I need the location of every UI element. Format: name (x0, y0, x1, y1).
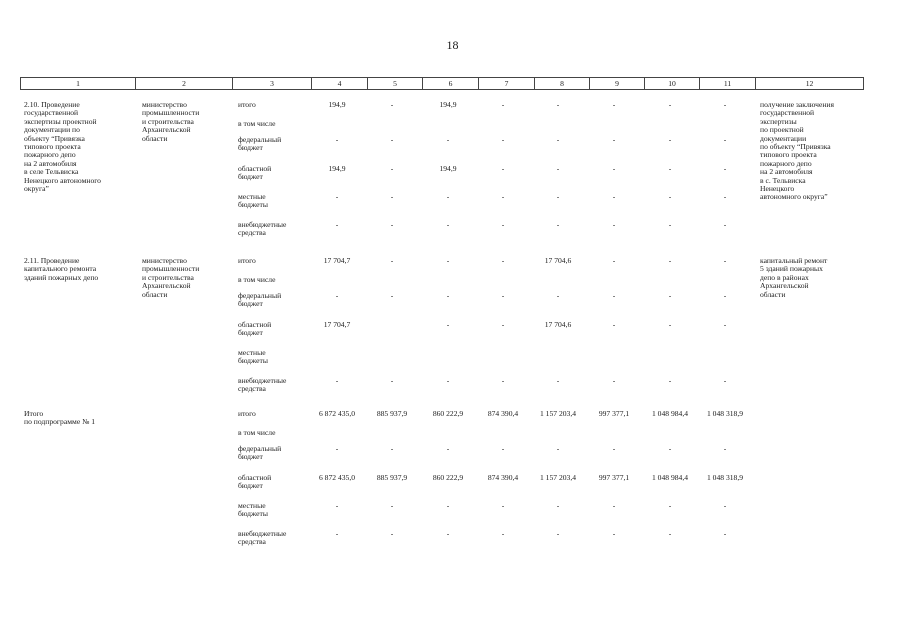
amount-cell: - (390, 192, 394, 201)
funding-source-label: внебюджетные средства (238, 376, 287, 394)
amount-cell: - (446, 135, 450, 144)
amount-cell: 194,9 (328, 100, 346, 109)
amount-cell: - (612, 320, 616, 329)
amount-cell: - (723, 135, 727, 144)
amount-cell: - (668, 192, 672, 201)
amount-cell: - (668, 220, 672, 229)
funding-source-row (20, 193, 860, 213)
header-col-4: 4 (312, 78, 368, 89)
amount-cell: 874 390,4 (487, 409, 519, 418)
amount-cell: - (723, 220, 727, 229)
funding-source-row (20, 101, 860, 121)
funding-source-label: в том числе (238, 428, 276, 437)
amount-cell: - (668, 135, 672, 144)
funding-source-row (20, 377, 860, 397)
amount-cell: - (723, 164, 727, 173)
amount-cell: - (723, 320, 727, 329)
amount-cell: - (556, 444, 560, 453)
funding-source-label: федеральный бюджет (238, 135, 282, 153)
amount-cell: 194,9 (439, 100, 457, 109)
amount-cell: - (612, 529, 616, 538)
amount-cell: - (501, 444, 505, 453)
amount-cell: - (446, 291, 450, 300)
funding-source-label: областной бюджет (238, 473, 272, 491)
funding-source-label: федеральный бюджет (238, 291, 282, 309)
amount-cell: - (501, 135, 505, 144)
amount-cell: - (390, 164, 394, 173)
amount-cell: - (723, 100, 727, 109)
amount-cell: - (668, 256, 672, 265)
amount-cell: - (612, 220, 616, 229)
activity-name: 2.11. Проведение капитального ремонта зданий пожарных депо (24, 256, 99, 282)
page-number: 18 (446, 38, 459, 52)
amount-cell: - (446, 220, 450, 229)
funding-source-row (20, 410, 860, 430)
amount-cell: - (668, 320, 672, 329)
amount-cell: - (612, 192, 616, 201)
amount-cell: 17 704,6 (544, 256, 572, 265)
amount-cell: - (446, 256, 450, 265)
amount-cell: - (390, 100, 394, 109)
amount-cell: - (390, 256, 394, 265)
amount-cell: - (723, 376, 727, 385)
expected-result: получение заключения государственной экспертизы по проектной документации по объекту “Привязка типового проекта пожарного депо на 2 автомобиля в с. Тельвиска Ненецкого автономного округа” (760, 100, 834, 202)
header-col-2: 2 (136, 78, 233, 89)
header-col-10: 10 (645, 78, 700, 89)
amount-cell: 6 872 435,0 (318, 409, 356, 418)
amount-cell: - (612, 376, 616, 385)
header-col-11: 11 (700, 78, 756, 89)
amount-cell: 885 937,9 (376, 409, 408, 418)
amount-cell: - (390, 135, 394, 144)
funding-source-row (20, 165, 860, 185)
funding-source-row (20, 257, 860, 277)
amount-cell: - (612, 164, 616, 173)
funding-source-row (20, 530, 860, 550)
amount-cell: - (668, 100, 672, 109)
amount-cell: 17 704,7 (323, 320, 351, 329)
amount-cell: - (556, 376, 560, 385)
amount-cell: - (612, 291, 616, 300)
amount-cell: - (723, 192, 727, 201)
funding-source-label: итого (238, 409, 256, 418)
amount-cell: - (723, 291, 727, 300)
amount-cell: 17 704,7 (323, 256, 351, 265)
amount-cell: - (723, 529, 727, 538)
amount-cell: - (556, 135, 560, 144)
amount-cell: 1 048 318,9 (706, 473, 744, 482)
amount-cell: - (335, 220, 339, 229)
amount-cell: - (501, 376, 505, 385)
funding-source-label: местные бюджеты (238, 192, 268, 210)
expected-result: капитальный ремонт 5 зданий пожарных депо в районах Архангельской области (760, 256, 828, 299)
funding-source-row (20, 502, 860, 522)
amount-cell: - (501, 256, 505, 265)
amount-cell: 860 222,9 (432, 473, 464, 482)
activity-name: Итого по подпрограмме № 1 (24, 409, 96, 427)
funding-source-label: местные бюджеты (238, 501, 268, 519)
header-col-3: 3 (233, 78, 312, 89)
amount-cell: - (668, 376, 672, 385)
funding-source-row (20, 221, 860, 241)
amount-cell: - (501, 529, 505, 538)
amount-cell: - (556, 501, 560, 510)
amount-cell: - (723, 501, 727, 510)
amount-cell: 6 872 435,0 (318, 473, 356, 482)
funding-source-label: в том числе (238, 119, 276, 128)
amount-cell: 1 157 203,4 (539, 409, 577, 418)
amount-cell: - (335, 501, 339, 510)
amount-cell: - (556, 100, 560, 109)
amount-cell: - (668, 291, 672, 300)
amount-cell: - (612, 100, 616, 109)
funding-source-label: федеральный бюджет (238, 444, 282, 462)
amount-cell: - (501, 501, 505, 510)
amount-cell: - (446, 529, 450, 538)
header-col-5: 5 (368, 78, 423, 89)
executor-name: министерство промышленности и строительства Архангельской области (142, 256, 200, 299)
amount-cell: - (556, 220, 560, 229)
amount-cell: 874 390,4 (487, 473, 519, 482)
amount-cell: - (335, 529, 339, 538)
amount-cell: - (335, 135, 339, 144)
funding-source-label: в том числе (238, 275, 276, 284)
amount-cell: - (446, 444, 450, 453)
amount-cell: - (556, 192, 560, 201)
funding-source-label: областной бюджет (238, 164, 272, 182)
amount-cell: - (446, 501, 450, 510)
amount-cell: - (612, 135, 616, 144)
amount-cell: - (668, 501, 672, 510)
amount-cell: 1 157 203,4 (539, 473, 577, 482)
amount-cell: - (501, 291, 505, 300)
amount-cell: - (501, 320, 505, 329)
amount-cell: - (335, 291, 339, 300)
amount-cell: - (390, 220, 394, 229)
amount-cell: - (501, 220, 505, 229)
amount-cell: - (390, 501, 394, 510)
amount-cell: 997 377,1 (598, 473, 630, 482)
amount-cell: 194,9 (328, 164, 346, 173)
funding-source-label: итого (238, 256, 256, 265)
amount-cell: 997 377,1 (598, 409, 630, 418)
amount-cell: - (501, 100, 505, 109)
amount-cell: 194,9 (439, 164, 457, 173)
executor-name: министерство промышленности и строительства Архангельской области (142, 100, 200, 143)
amount-cell: - (612, 444, 616, 453)
funding-source-row (20, 321, 860, 341)
amount-cell: - (723, 444, 727, 453)
header-col-8: 8 (535, 78, 590, 89)
amount-cell: 885 937,9 (376, 473, 408, 482)
amount-cell: - (612, 501, 616, 510)
amount-cell: - (446, 320, 450, 329)
funding-source-label: местные бюджеты (238, 348, 268, 366)
amount-cell: - (390, 376, 394, 385)
amount-cell: - (446, 376, 450, 385)
amount-cell: - (446, 192, 450, 201)
amount-cell: - (668, 529, 672, 538)
header-col-9: 9 (590, 78, 645, 89)
amount-cell: - (723, 256, 727, 265)
amount-cell: - (556, 291, 560, 300)
amount-cell: - (390, 529, 394, 538)
amount-cell: 1 048 318,9 (706, 409, 744, 418)
amount-cell: - (501, 164, 505, 173)
amount-cell: - (501, 192, 505, 201)
header-col-1: 1 (21, 78, 136, 89)
amount-cell: - (335, 192, 339, 201)
funding-source-row (20, 445, 860, 465)
amount-cell: - (556, 164, 560, 173)
amount-cell: - (390, 444, 394, 453)
funding-source-row (20, 349, 860, 369)
amount-cell: - (556, 529, 560, 538)
amount-cell: - (668, 164, 672, 173)
amount-cell: - (612, 256, 616, 265)
funding-source-label: внебюджетные средства (238, 220, 287, 238)
header-col-12: 12 (805, 79, 814, 88)
amount-cell: - (335, 444, 339, 453)
activity-name: 2.10. Проведение государственной экспертизы проектной документации по объекту “Привязка типового проекта пожарного депо на 2 автомобиля в селе Тельвиска Ненецкого автономного округа” (24, 100, 101, 194)
funding-source-label: внебюджетные средства (238, 529, 287, 547)
amount-cell: 17 704,6 (544, 320, 572, 329)
funding-source-row (20, 136, 860, 156)
amount-cell: - (335, 376, 339, 385)
header-col-6: 6 (423, 78, 479, 89)
amount-cell: 860 222,9 (432, 409, 464, 418)
funding-source-label: областной бюджет (238, 320, 272, 338)
funding-source-row (20, 474, 860, 494)
amount-cell: - (668, 444, 672, 453)
amount-cell: - (390, 291, 394, 300)
funding-source-row (20, 292, 860, 312)
amount-cell: 1 048 984,4 (651, 473, 689, 482)
amount-cell: 1 048 984,4 (651, 409, 689, 418)
header-col-7: 7 (479, 78, 535, 89)
funding-source-label: итого (238, 100, 256, 109)
table-header-row (20, 77, 864, 90)
